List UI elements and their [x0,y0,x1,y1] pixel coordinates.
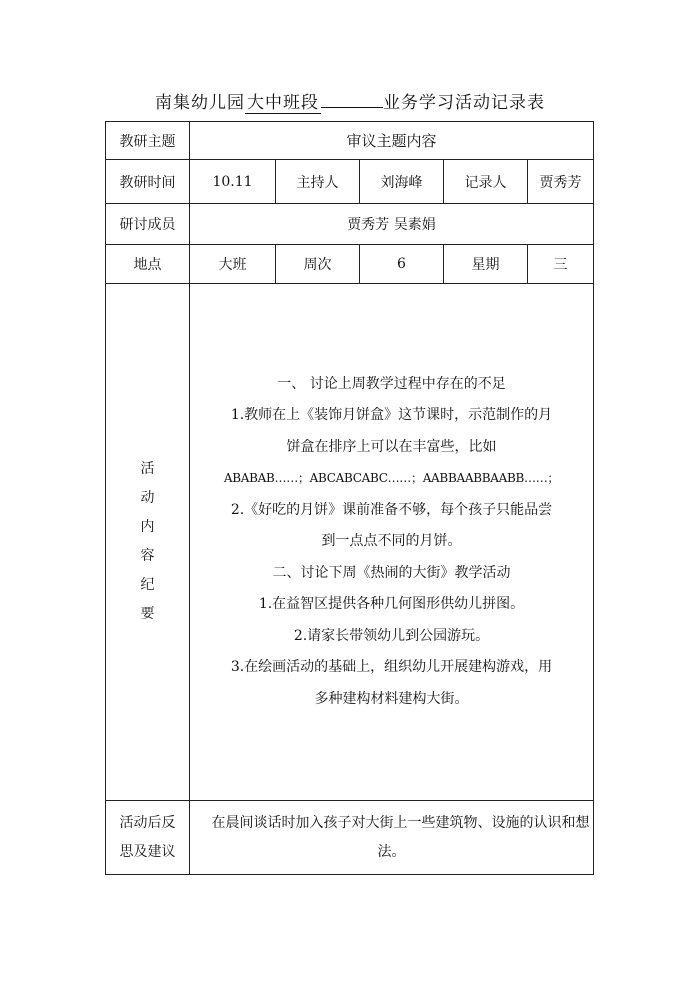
recorder-value: 贾秀芳 [528,160,594,204]
place-label: 地点 [106,245,190,284]
time-value: 10.11 [190,160,276,204]
title-blank [321,107,383,108]
record-table [105,121,594,875]
content-body [190,284,594,801]
place-value: 大班 [190,245,276,284]
reflection-label [106,801,190,875]
content-line: 到一点点不同的月饼。 [321,533,462,550]
reflection-body [190,801,594,875]
weekday-label: 星期 [444,245,528,284]
reflection-label-line: 思及建议 [119,843,176,860]
content-line: 饼盒在排序上可以在丰富些，比如 [286,438,497,455]
reflection-label-line: 活动后反 [119,814,176,831]
time-row [106,160,594,204]
content-line: 一、 讨论上周教学过程中存在的不足 [277,375,506,392]
content-label-char: 活 [140,461,155,477]
topic-label: 教研主题 [106,122,190,160]
content-line: 1.在益智区提供各种几何图形供幼儿拼图。 [258,596,525,613]
title-suffix: 业务学习活动记录表 [383,93,545,113]
content-label-char: 要 [140,606,155,622]
members-label: 研讨成员 [106,204,190,245]
school-name: 南集幼儿园 [155,93,245,113]
content-line: 1.教师在上《装饰月饼盒》这节课时，示范制作的月 [230,407,553,424]
document-title [0,88,700,114]
content-label [106,284,190,801]
content-label-char: 动 [140,490,155,506]
place-row [106,245,594,284]
members-row [106,204,594,245]
content-line: 2.《好吃的月饼》课前准备不够，每个孩子只能品尝 [230,501,553,518]
content-line: 二、讨论下周《热闹的大街》教学活动 [272,564,511,581]
topic-row [106,122,594,160]
reflection-row [106,801,594,875]
grade-name: 大中班段 [245,88,321,114]
week-label: 周次 [276,245,360,284]
recorder-label: 记录人 [444,160,528,204]
content-line: 多种建构材料建构大街。 [314,690,469,707]
host-value: 刘海峰 [360,160,444,204]
content-line: 2.请家长带领幼儿到公园游玩。 [293,627,490,644]
reflection-text: 在晨间谈话时加入孩子对大街上一些建筑物、设施的认识和想法。 [211,814,590,860]
week-value: 6 [360,245,444,284]
content-row [106,284,594,801]
content-line: ABABAB……；ABCABCABC……；AABBAABBAABB……； [223,471,560,486]
content-line: 3.在绘画活动的基础上，组织幼儿开展建构游戏，用 [230,659,553,676]
content-label-char: 容 [140,548,155,564]
topic-value: 审议主题内容 [190,122,594,160]
members-value: 贾秀芳 吴素娟 [190,204,594,245]
time-label: 教研时间 [106,160,190,204]
weekday-value: 三 [528,245,594,284]
content-label-char: 纪 [140,577,155,593]
content-label-char: 内 [140,519,155,535]
host-label: 主持人 [276,160,360,204]
